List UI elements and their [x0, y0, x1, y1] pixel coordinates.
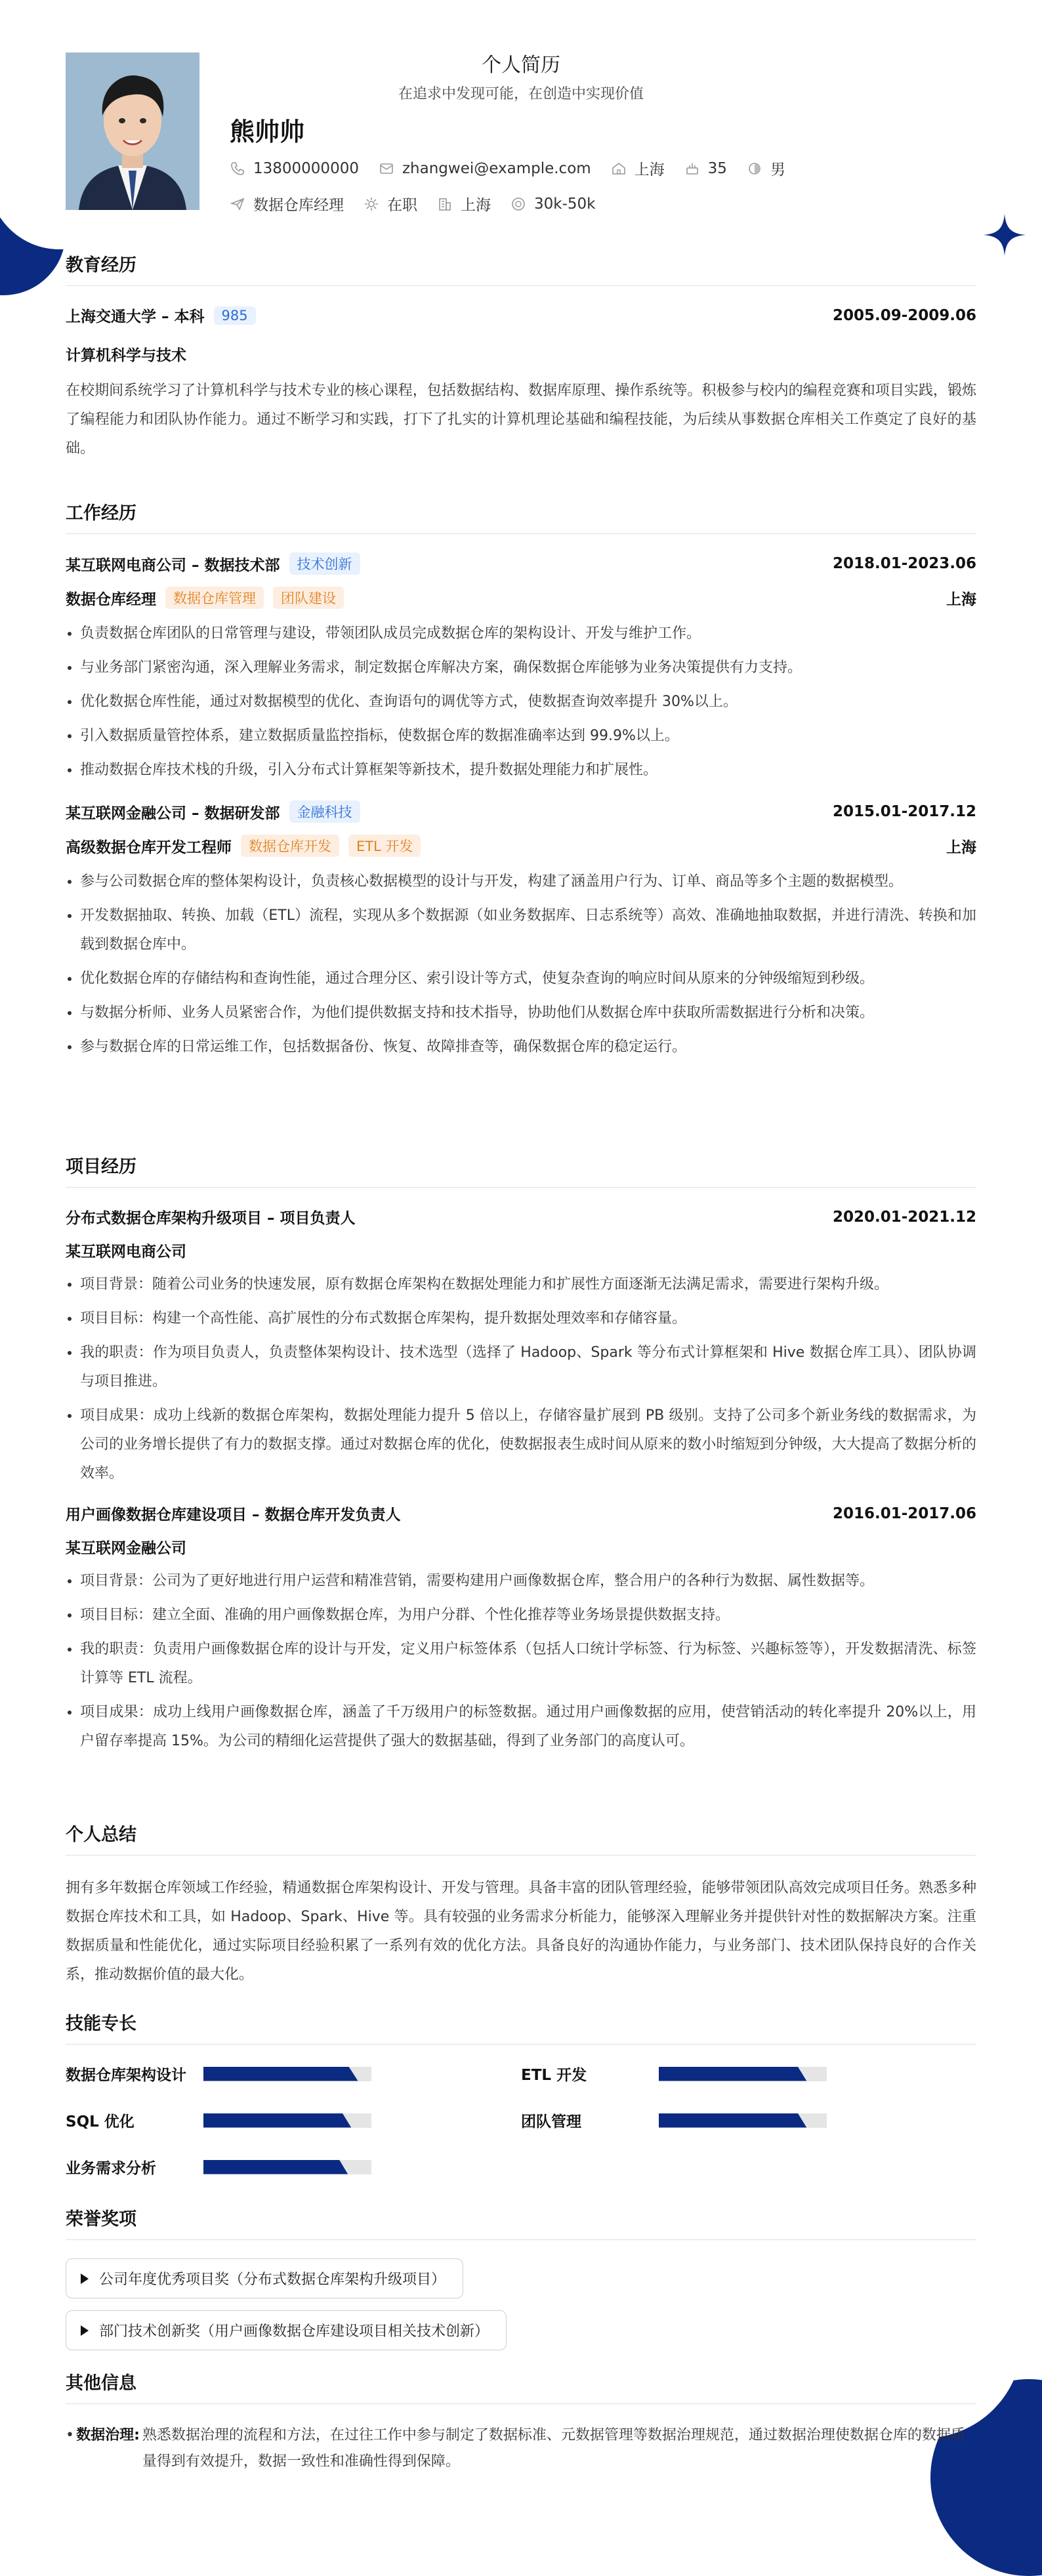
salary-text: 30k-50k: [534, 195, 596, 213]
award-text: 部门技术创新奖（用户画像数据仓库建设项目相关技术创新）: [99, 2323, 490, 2340]
target-city-item: [437, 193, 491, 215]
project-entry: [66, 1503, 976, 1756]
coin-icon: [511, 196, 526, 212]
role-tag: 数据仓库管理: [165, 587, 264, 609]
skill-item: [66, 2156, 521, 2178]
city-text: 上海: [634, 161, 665, 178]
skill-bar: [203, 2113, 371, 2128]
list-item: • 项目成果：成功上线用户画像数据仓库，涵盖了千万级用户的标签数据。通过用户画像数据的应用，使营销活动的转化率提升 20%以上，用户留存率提高 15%。为公司的精细化运营提供了强大的数据基础，得到了业务部门的高度认可。: [80, 1698, 976, 1756]
send-icon: [230, 196, 245, 212]
list-item: • 与业务部门紧密沟通，深入理解业务需求，制定数据仓库解决方案，确保数据仓库能够为业务决策提供有力支持。: [80, 654, 976, 682]
phone-item: [230, 160, 359, 177]
project-company: 某互联网金融公司: [66, 1540, 186, 1557]
award-text: 公司年度优秀项目奖（分布式数据仓库架构升级项目）: [99, 2272, 446, 2288]
skills-grid: [66, 2063, 976, 2178]
list-item: • 负责数据仓库团队的日常管理与建设，带领团队成员完成数据仓库的架构设计、开发与维护工作。: [80, 619, 976, 648]
bullet-dot: •: [66, 2427, 74, 2443]
position-text: 数据仓库经理: [253, 197, 344, 214]
triangle-bullet-icon: [81, 2274, 89, 2284]
project-entry: [66, 1206, 976, 1488]
work-entry: [66, 800, 976, 1062]
skill-label: SQL 优化: [66, 2113, 135, 2130]
school-tag: 985: [214, 306, 256, 325]
skill-label: 数据仓库架构设计: [66, 2067, 186, 2084]
target-city-text: 上海: [461, 197, 491, 214]
section-title-summary: 个人总结: [66, 1820, 976, 1856]
skill-bar-fill: [203, 2067, 358, 2081]
project-company: 某互联网电商公司: [66, 1243, 186, 1260]
age-text: 35: [707, 159, 727, 177]
list-item: • 引入数据质量管控体系，建立数据质量监控指标，使数据仓库的数据准确率达到 99.9%以上。: [80, 722, 976, 751]
skill-bar: [659, 2113, 827, 2128]
mail-icon: [379, 161, 394, 177]
triangle-bullet-icon: [81, 2325, 89, 2336]
gender-icon: [747, 161, 762, 177]
work-section: [66, 499, 976, 1067]
city-item: [611, 157, 665, 179]
skill-label: ETL 开发: [521, 2067, 587, 2084]
candidate-name: 熊帅帅: [230, 117, 305, 146]
cake-icon: [684, 161, 700, 177]
salary-item: [511, 196, 595, 213]
summary-text: 拥有多年数据仓库领域工作经验，精通数据仓库架构设计、开发与管理。具备丰富的团队管理经验，能够带领团队高效完成项目任务。熟悉多种数据仓库技术和工具，如 Hadoop、Spark、Hive 等。具有较强的业务需求分析能力，能够深入理解业务并提供针对性的数据解决方案。注重数据质量和性能优化，通过实际项目经验积累了一系列有效的优化方法。具备良好的沟通协作能力，与业务部门、技术团队保持良好的合作关系，推动数据价值的最大化。: [66, 1880, 976, 1983]
list-item: • 我的职责：负责用户画像数据仓库的设计与开发，定义用户标签体系（包括人口统计学标签、行为标签、兴趣标签等），开发数据清洗、标签计算等 ETL 流程。: [80, 1635, 976, 1693]
list-item: • 开发数据抽取、转换、加载（ETL）流程，实现从多个数据源（如业务数据库、日志系统等）高效、准确地抽取数据，并进行清洗、转换和加载到数据仓库中。: [80, 902, 976, 959]
contact-row: [230, 157, 805, 179]
list-item: • 项目背景：随着公司业务的快速发展，原有数据仓库架构在数据处理能力和扩展性方面逐渐无法满足需求，需要进行架构升级。: [80, 1270, 976, 1299]
award-item: [66, 2258, 463, 2298]
list-item: • 与数据分析师、业务人员紧密合作，为他们提供数据支持和技术指导，协助他们从数据仓库中获取所需数据进行分析和决策。: [80, 999, 976, 1028]
phone-text: 13800000000: [253, 159, 359, 177]
job-title: 高级数据仓库开发工程师: [66, 839, 232, 856]
job-title: 数据仓库经理: [66, 591, 156, 608]
work-location: 上海: [946, 839, 976, 856]
skill-item: [521, 2063, 976, 2085]
skill-bar: [203, 2160, 371, 2174]
phone-icon: [230, 161, 245, 177]
email-item: [379, 160, 591, 177]
list-item: • 项目目标：构建一个高性能、高扩展性的分布式数据仓库架构，提升数据处理效率和存储容量。: [80, 1304, 976, 1333]
skill-bar-fill: [659, 2113, 806, 2128]
other-label: 数据治理:: [76, 2427, 140, 2443]
projects-section: [66, 1152, 976, 1761]
home-icon: [611, 161, 627, 177]
skill-bar: [659, 2067, 827, 2081]
slogan: 在追求中发现可能，在创造中实现价值: [398, 86, 644, 102]
status-item: [364, 193, 417, 215]
skill-item: [66, 2109, 521, 2131]
skill-bar-fill: [203, 2113, 351, 2128]
skill-bar-fill: [203, 2160, 348, 2174]
page-title: 个人简历: [482, 54, 560, 77]
company-tag: 金融科技: [289, 800, 360, 823]
list-item: • 推动数据仓库技术栈的升级，引入分布式计算框架等新技术，提升数据处理能力和扩展性。: [80, 756, 976, 785]
job-intent-row: [230, 193, 615, 215]
list-item: • 优化数据仓库的存储结构和查询性能，通过合理分区、索引设计等方式，使复杂查询的响应时间从原来的分钟级缩短到秒级。: [80, 965, 976, 993]
education-header-row: [66, 304, 976, 326]
project-title: 分布式数据仓库架构升级项目 – 项目负责人: [66, 1210, 356, 1227]
position-item: [230, 193, 344, 215]
list-item: • 参与数据仓库的日常运维工作，包括数据备份、恢复、故障排查等，确保数据仓库的稳定运行。: [80, 1033, 976, 1062]
company-tag: 技术创新: [289, 552, 360, 575]
resume-header: [66, 39, 976, 249]
list-item: • 项目目标：建立全面、准确的用户画像数据仓库，为用户分群、个性化推荐等业务场景提供数据支持。: [80, 1601, 976, 1630]
role-tag: ETL 开发: [348, 835, 421, 857]
section-title-projects: 项目经历: [66, 1152, 976, 1188]
skill-bar-fill: [659, 2067, 806, 2081]
skill-label: 业务需求分析: [66, 2160, 156, 2177]
school-name: 上海交通大学 – 本科: [66, 308, 205, 325]
company-name: 某互联网金融公司 – 数据研发部: [66, 804, 280, 822]
project-date: 2016.01-2017.06: [832, 1505, 976, 1522]
skill-label: 团队管理: [521, 2113, 581, 2130]
sparkle-star-icon: [984, 214, 1026, 256]
awards-section: [66, 2205, 976, 2362]
skill-bar: [203, 2067, 371, 2081]
company-name: 某互联网电商公司 – 数据技术部: [66, 556, 280, 574]
work-date: 2018.01-2023.06: [832, 555, 976, 572]
section-title-work: 工作经历: [66, 499, 976, 534]
section-title-skills: 技能专长: [66, 2009, 976, 2045]
section-title-awards: 荣誉奖项: [66, 2205, 976, 2240]
list-item: • 项目背景：公司为了更好地进行用户运营和精准营销，需要构建用户画像数据仓库，整合用户的各种行为数据、属性数据等。: [80, 1567, 976, 1596]
project-title: 用户画像数据仓库建设项目 – 数据仓库开发负责人: [66, 1506, 401, 1524]
gender-text: 男: [770, 161, 785, 178]
list-item: • 项目成果：成功上线新的数据仓库架构，数据处理能力提升 5 倍以上，存储容量扩展到 PB 级别。支持了公司多个新业务线的数据需求，为公司的业务增长提供了有力的数据支撑。通过对数据仓库的优化，使数据报表生成时间从原来的数小时缩短到分钟级，大大提高了数据分析的效率。: [80, 1402, 976, 1488]
work-date: 2015.01-2017.12: [832, 803, 976, 820]
email-text: zhangwei@example.com: [402, 159, 591, 177]
project-date: 2020.01-2021.12: [832, 1208, 976, 1226]
list-item: • 我的职责：作为项目负责人，负责整体架构设计、技术选型（选择了 Hadoop、Spark 等分布式计算框架和 Hive 数据仓库工具）、团队协调与项目推进。: [80, 1339, 976, 1396]
role-tag: 团队建设: [273, 587, 344, 609]
section-title-other: 其他信息: [66, 2369, 976, 2404]
other-item: [66, 2422, 976, 2475]
gender-item: [747, 157, 785, 179]
skill-item: [66, 2063, 521, 2085]
gear-icon: [364, 196, 379, 212]
list-item: • 优化数据仓库性能，通过对数据模型的优化、查询语句的调优等方式，使数据查询效率提升 30%以上。: [80, 688, 976, 717]
role-tag: 数据仓库开发: [241, 835, 339, 857]
status-text: 在职: [387, 197, 417, 214]
skills-section: [66, 2009, 976, 2178]
other-text: 熟悉数据治理的流程和方法，在过往工作中参与制定了数据标准、元数据管理等数据治理规范，通过数据治理使数据仓库的数据质量得到有效提升，数据一致性和准确性得到保障。: [142, 2427, 965, 2470]
award-item: [66, 2310, 507, 2350]
section-title-education: 教育经历: [66, 251, 976, 286]
skill-item: [521, 2109, 976, 2131]
education-section: [66, 251, 976, 463]
education-date: 2005.09-2009.06: [832, 306, 976, 324]
building-icon: [437, 196, 453, 212]
work-entry: [66, 552, 976, 785]
list-item: • 参与公司数据仓库的整体架构设计，负责核心数据模型的设计与开发，构建了涵盖用户行为、订单、商品等多个主题的数据模型。: [80, 867, 976, 896]
education-description: 在校期间系统学习了计算机科学与技术专业的核心课程，包括数据结构、数据库原理、操作系统等。积极参与校内的编程竞赛和项目实践，锻炼了编程能力和团队协作能力。通过不断学习和实践，打下了扎实的计算机理论基础和编程技能，为后续从事数据仓库相关工作奠定了良好的基础。: [66, 383, 976, 457]
age-item: [684, 160, 727, 177]
other-section: [66, 2369, 976, 2475]
work-location: 上海: [946, 591, 976, 608]
summary-section: [66, 1820, 976, 1989]
major: 计算机科学与技术: [66, 347, 186, 364]
